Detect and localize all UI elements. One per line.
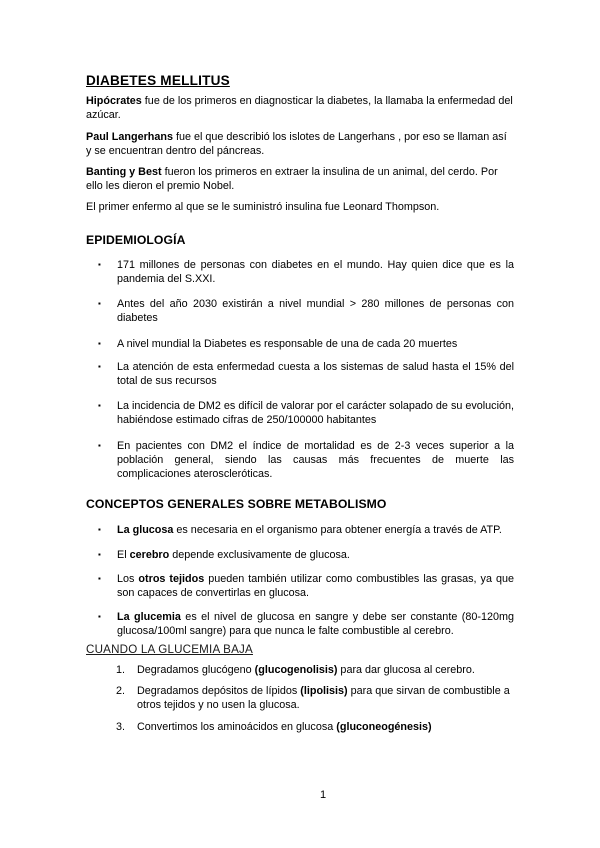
list-item [86, 548, 514, 562]
numbered-item [86, 684, 514, 712]
document-title: DIABETES MELLITUS [86, 73, 230, 88]
intro-text: fueron los primeros en extraer la insulina de un animal, del cerdo. Por ello les dieron el premio Nobel. [86, 166, 498, 193]
item-number: 2. [116, 685, 126, 698]
intro-paragraph [86, 165, 514, 193]
intro-bold: Banting y Best [86, 166, 162, 179]
item-pre: El [117, 548, 130, 561]
list-item [86, 572, 514, 600]
item-post: depende exclusivamente de glucosa. [169, 548, 350, 561]
intro-paragraph [86, 130, 514, 158]
list-item [86, 523, 514, 537]
item-pre: Degradamos depósitos de lípidos [137, 685, 301, 698]
list-item: ▪ A nivel mundial la Diabetes es responsable de una de cada 20 muertes [86, 337, 514, 351]
item-number: 3. [116, 720, 126, 733]
numbered-item [86, 720, 514, 734]
item-post: es necesaria en el organismo para obtener energía a través de ATP. [173, 524, 502, 537]
intro-bold: Hipócrates [86, 95, 142, 108]
item-bold: otros tejidos [138, 572, 205, 585]
item-bold: La glucosa [117, 524, 174, 537]
item-post: para que sirvan de combustible a otros tejidos y no usen la glucosa. [137, 685, 510, 712]
intro-paragraph [86, 200, 514, 214]
epidemiology-list [86, 258, 514, 481]
page-content [86, 74, 514, 741]
page-number: 1 [320, 789, 327, 801]
list-item: ▪ La incidencia de DM2 es difícil de valorar por el carácter solapado de su evolución, habiéndose estimado cifras de 250/100000 habitantes [86, 399, 514, 427]
list-item: ▪ La atención de esta enfermedad cuesta a los sistemas de salud hasta el 15% del total de sus recursos [86, 360, 514, 388]
list-item: ▪ Antes del año 2030 existirán a nivel mundial > 280 millones de personas con diabetes [86, 297, 514, 325]
intro-bold: Paul Langerhans [86, 130, 173, 143]
item-bold: (gluconeogénesis) [336, 720, 432, 733]
intro-text: fue el que describió los islotes de Langerhans , por eso se llaman así y se encuentran dentro del páncreas. [86, 130, 507, 157]
item-post: es el nivel de glucosa en sangre y debe ser constante (80-120mg glucosa/100ml sangre) para que nunca le falte combustible al cerebro. [117, 611, 514, 638]
intro-text: fue de los primeros en diagnosticar la diabetes, la llamaba la enfermedad del azúcar. [86, 95, 513, 122]
list-item: ▪ 171 millones de personas con diabetes en el mundo. Hay quien dice que es la pandemia del S.XXI. [86, 258, 514, 286]
list-item [86, 610, 514, 638]
low-glucose-heading: CUANDO LA GLUCEMIA BAJA [86, 642, 253, 656]
item-number: 1. [116, 663, 126, 676]
intro-paragraph [86, 94, 514, 122]
metabolism-heading: CONCEPTOS GENERALES SOBRE METABOLISMO [86, 497, 387, 512]
epidemiology-heading: EPIDEMIOLOGÍA [86, 232, 186, 247]
item-pre: Los [117, 572, 139, 585]
numbered-item [86, 663, 514, 677]
item-post: para dar glucosa al cerebro. [337, 663, 475, 676]
item-post: pueden también utilizar como combustibles las grasas, ya que son capaces de convertirlas en glucosa. [117, 572, 514, 600]
metabolism-list [86, 523, 514, 638]
intro-text: El primer enfermo al que se le suministró insulina fue Leonard Thompson. [86, 201, 440, 214]
item-bold: La glucemia [117, 611, 181, 624]
item-bold: (lipolisis) [300, 685, 348, 698]
low-glucose-list [86, 663, 514, 734]
item-pre: Convertimos los aminoácidos en glucosa [137, 720, 337, 733]
list-item: ▪ En pacientes con DM2 el índice de mortalidad es de 2-3 veces superior a la población general, siendo las causas más frecuentes de muerte las complicaciones ateroscleróticas. [86, 439, 514, 482]
item-bold: cerebro [129, 548, 170, 561]
item-bold: (glucogenolisis) [254, 663, 338, 676]
item-pre: Degradamos glucógeno [137, 663, 255, 676]
